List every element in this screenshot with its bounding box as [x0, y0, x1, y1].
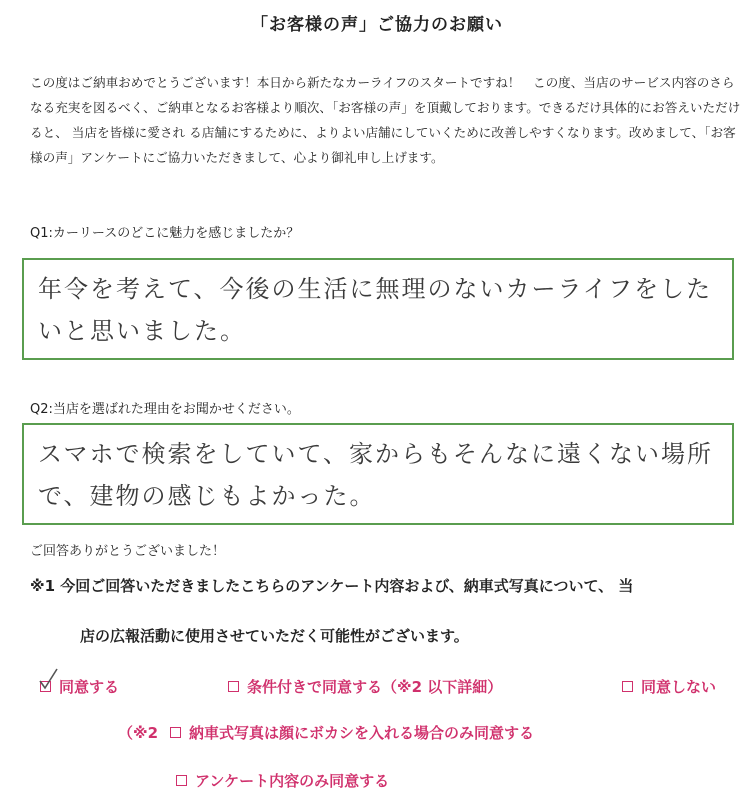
answer-1-handwriting: 年令を考えて、今後の生活に無理のないカーライフをしたいと思いました。	[38, 275, 713, 345]
note-line-2: 店の広報活動に使用させていただく可能性がございます。	[80, 627, 469, 645]
sub-note-lead: （※2	[118, 724, 159, 742]
answer-box-1[interactable]	[22, 258, 734, 360]
thanks-text: ご回答ありがとうございました！	[30, 544, 226, 559]
option-conditional[interactable]	[228, 676, 502, 697]
page-title: 「お客様の声」ご協力のお願い	[251, 15, 503, 35]
checkbox-agree[interactable]	[40, 681, 51, 692]
intro-text: この度はご納車おめでとうございます！本日から新たなカーライフのスタートですね！ この度、当店のサービス内容のさらなる充実を図るべく、ご納車となるお客様より順次、「お客様の声」を頂戴しております。できるだけ具体的にお答えいただけると、 当店を皆様に愛され る店舗にするために、よりよい店舗にしていくために改善しやすくなります。改めまして、「お客様の声」アンケートにご協力いただきまして、心より御礼申し上げます。	[30, 75, 741, 165]
checkbox-survey-only[interactable]	[176, 775, 187, 786]
question-1: Q1:カーリースのどこに魅力を感じましたか？	[30, 226, 300, 241]
checkbox-conditional[interactable]	[228, 681, 239, 692]
option-blur-photo[interactable]	[118, 722, 534, 743]
option-survey-only[interactable]	[176, 770, 389, 791]
answer-2-handwriting: スマホで検索をしていて、家からもそんなに遠くない場所で、建物の感じもよかった。	[38, 440, 714, 510]
option-survey-only-label: アンケート内容のみ同意する	[195, 772, 390, 790]
answer-box-2[interactable]	[22, 423, 734, 525]
option-disagree-label: 同意しない	[641, 678, 717, 696]
question-2: Q2:当店を選ばれた理由をお聞かせください。	[30, 402, 300, 417]
option-blur-photo-label: 納車式写真は顔にボカシを入れる場合のみ同意する	[189, 724, 535, 742]
note-line-1: ※1 今回ご回答いただきましたこちらのアンケート内容および、納車式写真について、 当	[30, 577, 634, 595]
checkbox-disagree[interactable]	[622, 681, 633, 692]
checkbox-blur-photo[interactable]	[170, 727, 181, 738]
option-disagree[interactable]	[622, 676, 716, 697]
option-conditional-label: 条件付きで同意する（※2 以下詳細）	[247, 678, 503, 696]
option-agree[interactable]	[40, 676, 119, 697]
checkmark-icon	[37, 668, 59, 690]
option-agree-label: 同意する	[59, 678, 120, 696]
